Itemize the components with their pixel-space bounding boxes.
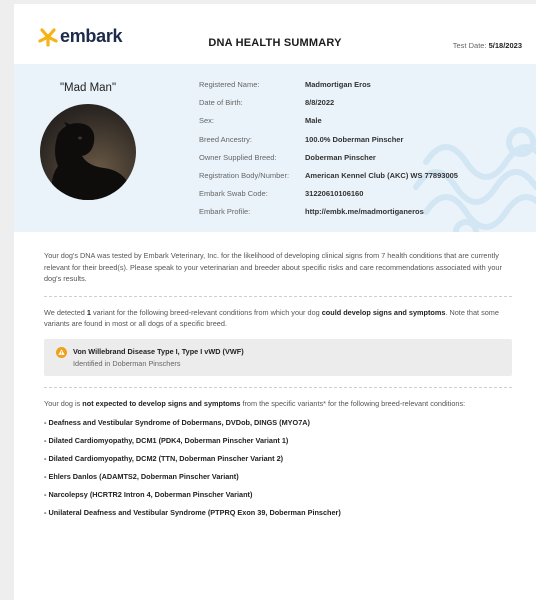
profile-row-registered-name bbox=[199, 80, 458, 98]
detected-post: . Note that some variants are found in most or all dogs of a specific breed. bbox=[44, 307, 499, 329]
profile-row-date-of-birth bbox=[199, 98, 458, 116]
field-value: Madmortigan Eros bbox=[305, 80, 371, 89]
dog-profile-panel bbox=[14, 64, 536, 232]
profile-row-registration bbox=[199, 171, 458, 189]
not-expected-paragraph bbox=[44, 398, 512, 410]
intro-paragraph: Your dog's DNA was tested by Embark Veterinary, Inc. for the likelihood of developing clinical signs from 7 health conditions that are currently relevant for their breed(s). Please speak to your veterinarian and breeder about specific risks and care recommendations associated with your dog's results. bbox=[44, 251, 502, 284]
field-label: Embark Profile: bbox=[199, 207, 251, 217]
dog-name: "Mad Man" bbox=[59, 82, 117, 94]
profile-row-sex bbox=[199, 116, 458, 134]
field-value: Male bbox=[305, 116, 322, 126]
variant-alert-card bbox=[44, 339, 512, 376]
detected-pre: We detected bbox=[44, 307, 87, 317]
field-label: Registration Body/Number: bbox=[199, 170, 290, 180]
list-item: - Dilated Cardiomyopathy, DCM2 (TTN, Doberman Pinscher Variant 2) bbox=[44, 453, 284, 463]
warning-icon bbox=[56, 347, 67, 358]
detected-mid: variant for the following breed-relevant conditions from which your dog bbox=[90, 307, 322, 317]
list-item: - Deafness and Vestibular Syndrome of Dobermans, DVDob, DINGS (MYO7A) bbox=[44, 417, 310, 427]
list-item: - Ehlers Danlos (ADAMTS2, Doberman Pinscher Variant) bbox=[44, 471, 239, 481]
field-label: Breed Ancestry: bbox=[199, 134, 252, 144]
report-page bbox=[14, 4, 536, 600]
list-item: - Unilateral Deafness and Vestibular Syndrome (PTPRQ Exon 39, Doberman Pinscher) bbox=[44, 507, 341, 517]
profile-row-owner-breed bbox=[199, 153, 458, 171]
detected-paragraph bbox=[44, 307, 512, 330]
detected-emphasis: could develop signs and symptoms bbox=[321, 307, 446, 317]
not-expected-post: from the specific variants* for the following breed-relevant conditions: bbox=[240, 398, 466, 408]
alert-title: Von Willebrand Disease Type I, Type I vWD (VWF) bbox=[73, 346, 244, 356]
field-label: Date of Birth: bbox=[199, 98, 243, 108]
report-header bbox=[14, 4, 536, 64]
field-value: Doberman Pinscher bbox=[305, 152, 376, 162]
not-expected-pre: Your dog is bbox=[44, 398, 83, 408]
test-date-label: Test Date: bbox=[452, 41, 487, 50]
not-expected-emphasis: not expected to develop signs and symptoms bbox=[82, 398, 241, 408]
field-label: Sex: bbox=[199, 116, 215, 126]
detected-count: 1 bbox=[86, 307, 91, 317]
dog-photo bbox=[40, 104, 136, 200]
list-item: - Dilated Cardiomyopathy, DCM1 (PDK4, Doberman Pinscher Variant 1) bbox=[44, 435, 289, 445]
summary-content bbox=[44, 250, 512, 525]
field-value: 8/8/2022 bbox=[305, 98, 335, 108]
field-label: Owner Supplied Breed: bbox=[199, 152, 277, 162]
profile-row-breed-ancestry bbox=[199, 135, 458, 153]
profile-fields bbox=[199, 80, 458, 226]
brand-name: embark bbox=[60, 26, 123, 46]
field-value: American Kennel Club (AKC) WS 77893005 bbox=[305, 170, 458, 180]
test-date bbox=[453, 41, 522, 50]
profile-row-embark-profile bbox=[199, 207, 458, 225]
alert-subtitle: Identified in Doberman Pinschers bbox=[73, 358, 181, 368]
field-value: 31220610106160 bbox=[305, 189, 364, 199]
divider bbox=[44, 387, 512, 388]
list-item: - Narcolepsy (HCRTR2 Intron 4, Doberman Pinscher Variant) bbox=[44, 489, 253, 499]
page-title: DNA HEALTH SUMMARY bbox=[208, 37, 342, 49]
divider bbox=[44, 296, 512, 297]
field-label: Registered Name: bbox=[199, 80, 260, 89]
dog-silhouette-icon bbox=[40, 104, 136, 200]
test-date-value: 5/18/2023 bbox=[488, 41, 522, 50]
profile-row-swab-code bbox=[199, 189, 458, 207]
conditions-list bbox=[44, 417, 512, 525]
field-label: Embark Swab Code: bbox=[199, 189, 268, 199]
profile-link[interactable]: http://embk.me/madmortiganeros bbox=[305, 207, 424, 217]
field-value: 100.0% Doberman Pinscher bbox=[305, 134, 404, 144]
